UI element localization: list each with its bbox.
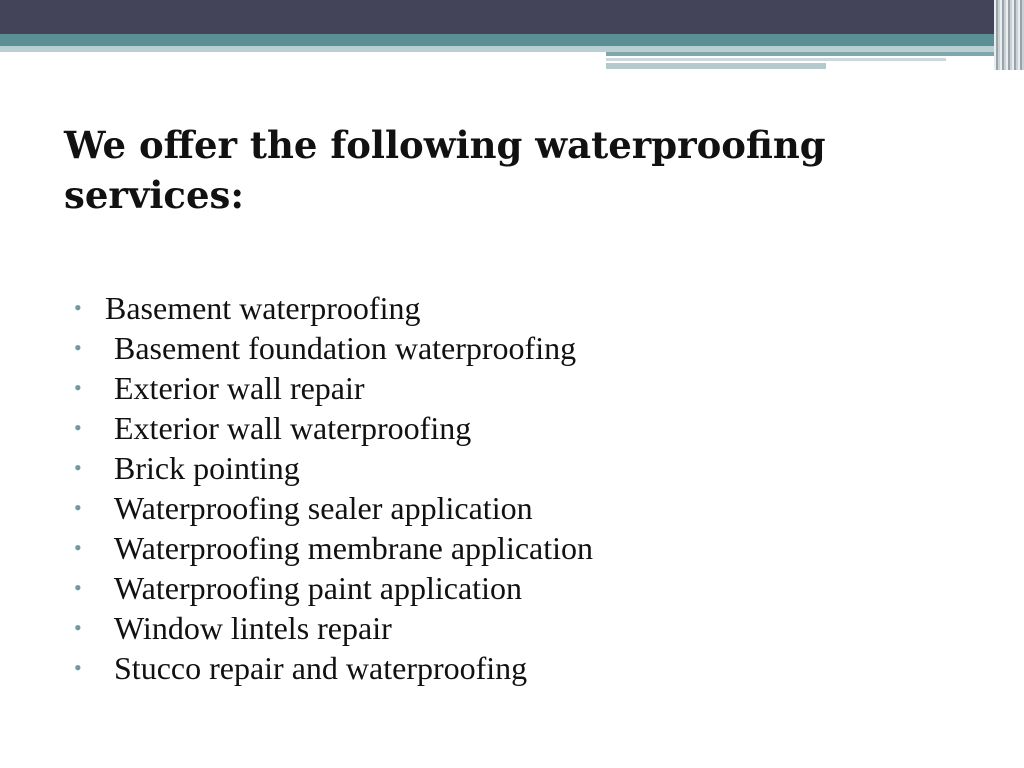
- header-accent-line-thin: [606, 58, 946, 61]
- bullet-icon: •: [74, 375, 82, 400]
- list-item-text: Exterior wall waterproofing: [114, 410, 472, 446]
- header-accent-line-short: [606, 63, 826, 69]
- list-item: [74, 328, 954, 368]
- header-accent-line: [606, 52, 1000, 56]
- bullet-icon: •: [74, 615, 82, 640]
- bullet-icon: •: [74, 415, 82, 440]
- list-item-text: Exterior wall repair: [114, 370, 365, 406]
- slide-title: We offer the following waterproofing services:: [64, 123, 826, 217]
- list-item-text: Brick pointing: [114, 450, 300, 486]
- list-item: [74, 648, 954, 688]
- list-item-text: Stucco repair and waterproofing: [114, 650, 528, 686]
- bullet-icon: •: [74, 335, 82, 360]
- bullet-icon: •: [74, 455, 82, 480]
- list-item-text: Basement foundation waterproofing: [114, 330, 577, 366]
- list-item-text: Window lintels repair: [114, 610, 392, 646]
- list-item: [74, 368, 954, 408]
- header-dark-band: [0, 0, 1024, 34]
- services-list: [74, 288, 954, 688]
- list-item: [74, 568, 954, 608]
- list-item: [74, 408, 954, 448]
- bullet-icon: •: [74, 575, 82, 600]
- bullet-icon: •: [74, 655, 82, 680]
- list-item: [74, 288, 954, 328]
- bullet-icon: •: [74, 495, 82, 520]
- list-item-text: Waterproofing membrane application: [114, 530, 594, 566]
- header-stripes-decoration: [994, 0, 1024, 70]
- bullet-icon: •: [74, 295, 82, 320]
- list-item: [74, 488, 954, 528]
- bullet-icon: •: [74, 535, 82, 560]
- list-item-text: Waterproofing sealer application: [114, 490, 533, 526]
- list-item-text: Basement waterproofing: [105, 290, 421, 326]
- list-item-text: Waterproofing paint application: [114, 570, 522, 606]
- list-item: [74, 448, 954, 488]
- list-item: [74, 608, 954, 648]
- list-item: [74, 528, 954, 568]
- header-teal-band: [0, 34, 1024, 46]
